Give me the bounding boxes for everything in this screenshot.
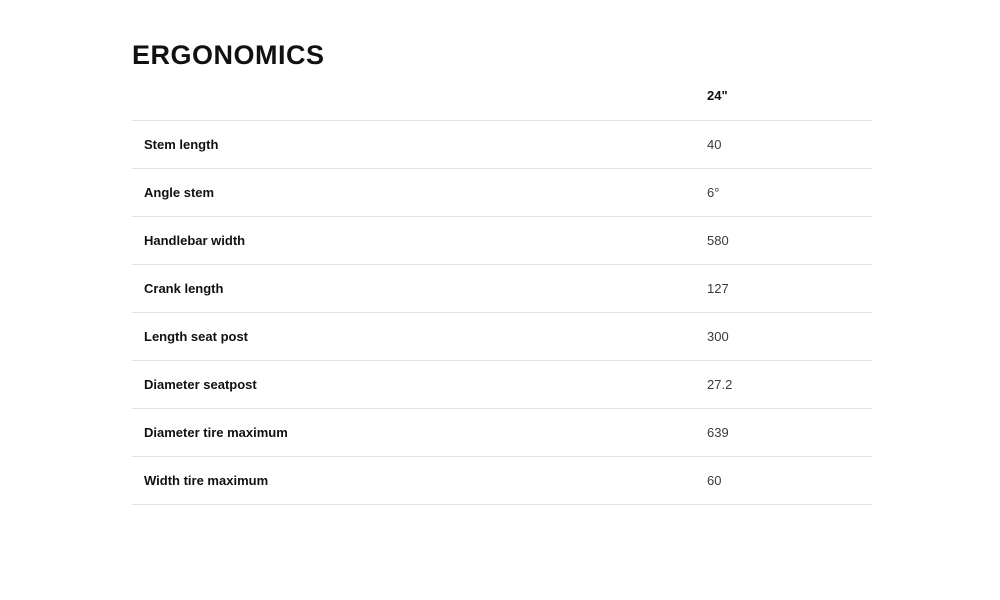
table-header-row xyxy=(132,88,872,121)
table-row xyxy=(132,409,872,457)
spec-value: 6° xyxy=(707,169,872,217)
spec-label: Length seat post xyxy=(132,313,707,361)
spec-value: 60 xyxy=(707,457,872,505)
table-row xyxy=(132,121,872,169)
spec-label: Handlebar width xyxy=(132,217,707,265)
table-header xyxy=(132,88,872,121)
table-row xyxy=(132,313,872,361)
spec-value: 27.2 xyxy=(707,361,872,409)
column-header-size: 24" xyxy=(707,88,728,103)
table-row xyxy=(132,217,872,265)
page-title: ERGONOMICS xyxy=(132,40,325,71)
spec-value: 300 xyxy=(707,313,872,361)
spec-value: 127 xyxy=(707,265,872,313)
ergonomics-spec-table xyxy=(132,88,872,505)
table-row xyxy=(132,265,872,313)
spec-label: Diameter seatpost xyxy=(132,361,707,409)
spec-label: Angle stem xyxy=(132,169,707,217)
spec-label: Stem length xyxy=(132,121,707,169)
spec-label: Width tire maximum xyxy=(132,457,707,505)
spec-value: 580 xyxy=(707,217,872,265)
table-body xyxy=(132,121,872,505)
spec-label: Diameter tire maximum xyxy=(132,409,707,457)
table-row xyxy=(132,457,872,505)
table-row xyxy=(132,361,872,409)
spec-label: Crank length xyxy=(132,265,707,313)
table-row xyxy=(132,169,872,217)
spec-value: 639 xyxy=(707,409,872,457)
column-header-spec xyxy=(132,88,707,121)
spec-value: 40 xyxy=(707,121,872,169)
